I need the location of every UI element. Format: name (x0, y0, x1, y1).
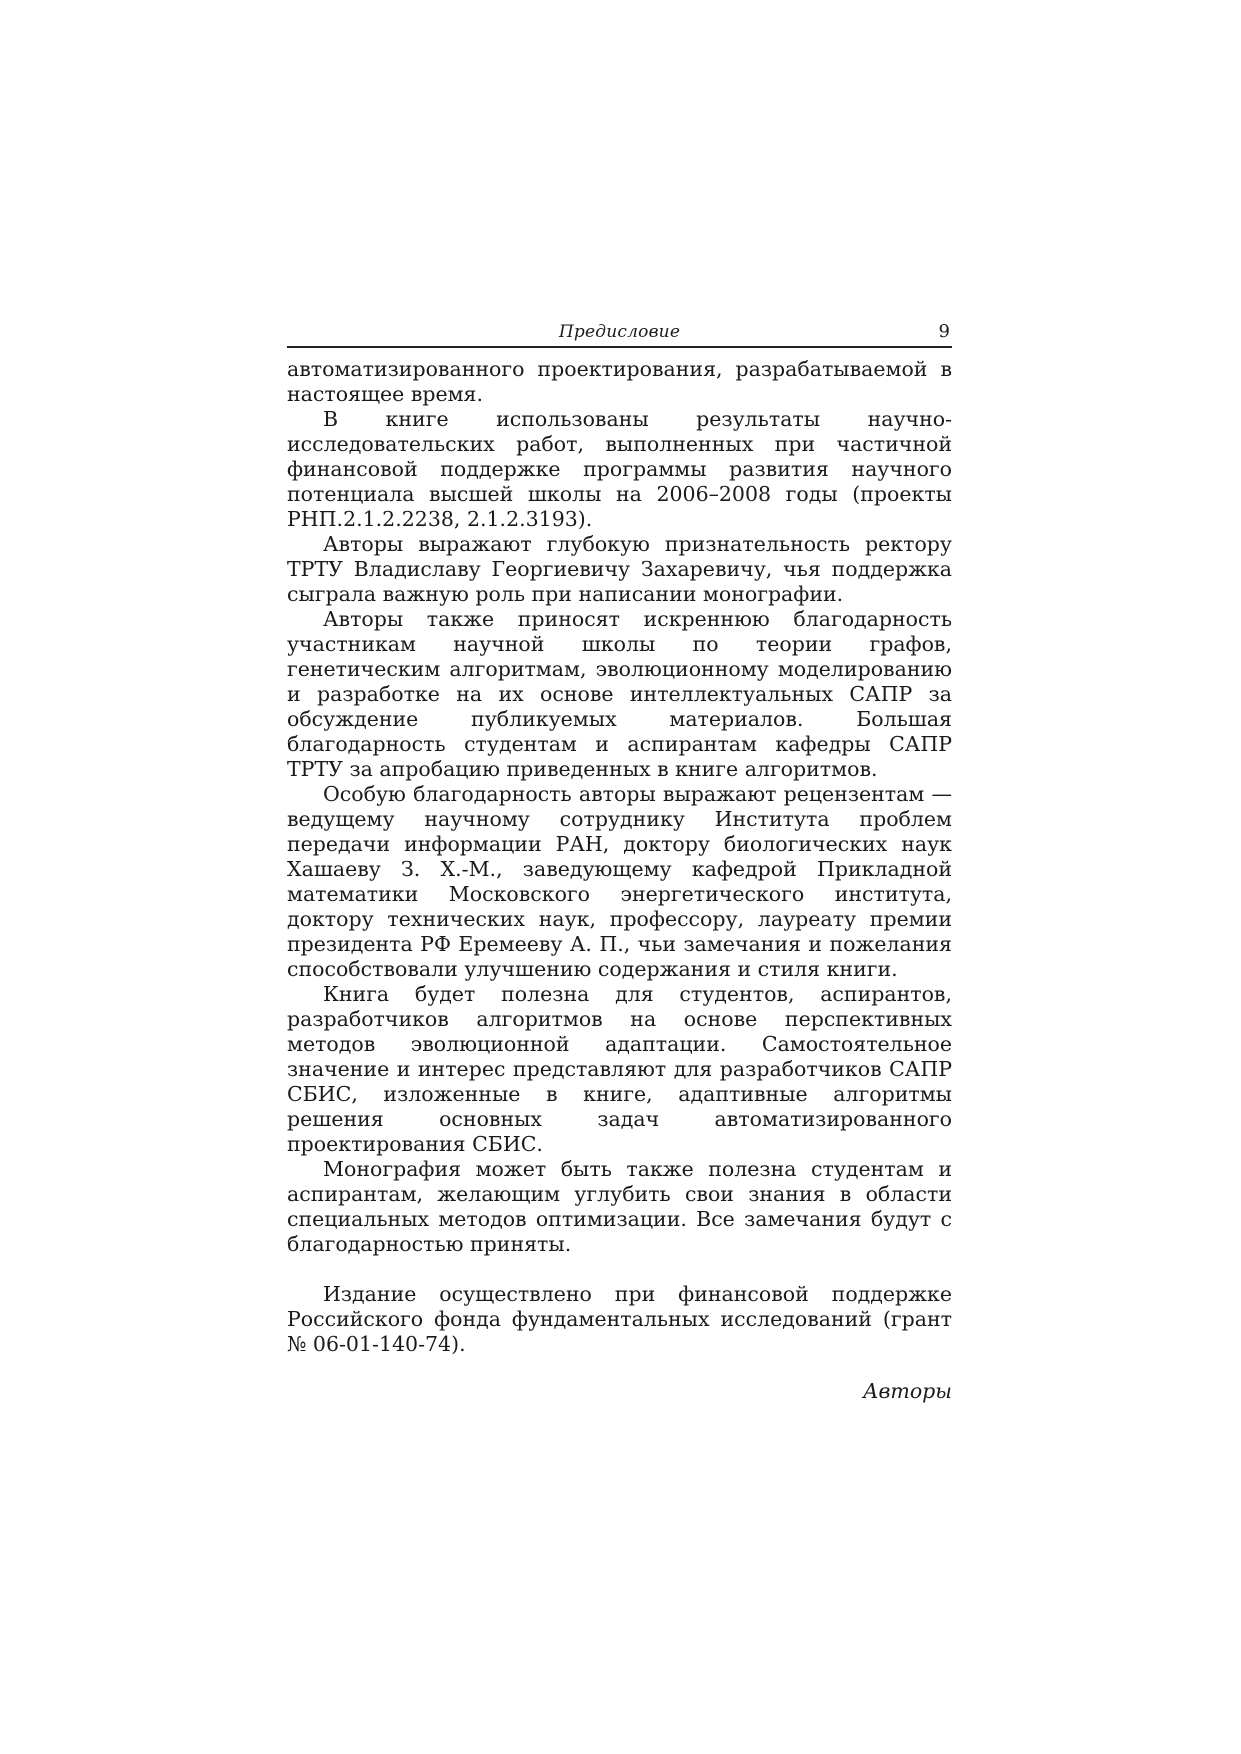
running-header (287, 320, 952, 348)
paragraph-continuation: автоматизированного проектирования, разрабатываемой в настоящее время. (287, 357, 952, 406)
paragraph-reviewers-thanks: Особую благодарность авторы выражают рецензентам — ведущему научному сотруднику Института проблем передачи информации РАН, доктору биологических наук Хашаеву З. Х.-М., заведующему кафедрой Прикладной математики Московского энергетического института, доктору технических наук, профессору, лауреату премии президента РФ Еремееву А. П., чьи замечания и пожелания способствовали улучшению содержания и стиля книги. (287, 782, 952, 981)
document-page (287, 320, 952, 1404)
paragraph-research-sources: В книге использованы результаты научно-исследовательских работ, выполненных при частичной финансовой поддержке программы развития научного потенциала высшей школы на 2006–2008 годы (проекты РНП.2.1.2.2238, 2.1.2.3193). (287, 407, 952, 531)
paragraph-rector-thanks: Авторы выражают глубокую признательность ректору ТРТУ Владиславу Георгиевичу Захаревичу, чья поддержка сыграла важную роль при написании монографии. (287, 532, 952, 606)
body-text (287, 357, 952, 1357)
paragraph-school-thanks: Авторы также приносят искреннюю благодарность участникам научной школы по теории графов, генетическим алгоритмам, эволюционному моделированию и разработке на их основе интеллектуальных САПР за обсуждение публикуемых материалов. Большая благодарность студентам и аспирантам кафедры САПР ТРТУ за апробацию приведенных в книге алгоритмов. (287, 607, 952, 781)
paragraph-audience: Книга будет полезна для студентов, аспирантов, разработчиков алгоритмов на основе перспективных методов эволюционной адаптации. Самостоятельное значение и интерес представляют для разработчиков САПР СБИС, изложенные в книге, адаптивные алгоритмы решения основных задач автоматизированного проектирования СБИС. (287, 982, 952, 1156)
authors-signature: Авторы (862, 1379, 952, 1403)
running-header-title: Предисловие (558, 322, 681, 342)
page-number: 9 (938, 321, 950, 342)
paragraph-funding: Издание осуществлено при финансовой поддержке Российского фонда фундаментальных исследований (грант № 06-01-140-74). (287, 1282, 952, 1356)
paragraph-monograph-usefulness: Монография может быть также полезна студентам и аспирантам, желающим углубить свои знания в области специальных методов оптимизации. Все замечания будут с благодарностью приняты. (287, 1157, 952, 1256)
